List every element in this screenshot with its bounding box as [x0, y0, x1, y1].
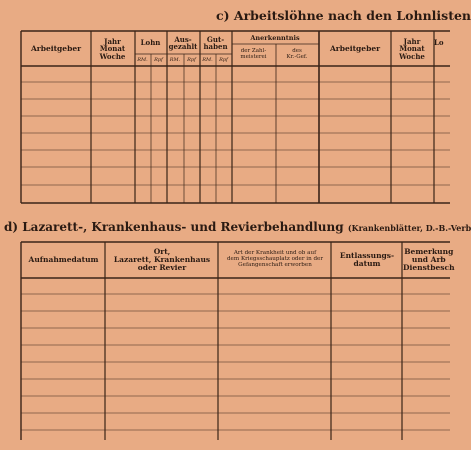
ausgezahlt-rm-label: RM.: [169, 57, 181, 63]
header-der-zahlmeisterei: der Zahl- meisterei: [240, 48, 267, 60]
header-lohn-2: Lo: [434, 38, 444, 48]
ausgezahlt-rpf-label: Rpf: [187, 57, 196, 63]
header-jahr-monat-woche-2: Jahr Monat Woche: [399, 36, 425, 61]
header-des-kr-gef: des Kr.-Gef.: [286, 48, 308, 60]
section-c-title: c) Arbeitslöhne nach den Lohnlisten: [216, 8, 471, 23]
guthaben-rpf-label: Rpf: [219, 57, 228, 63]
section-d-title-main: d) Lazarett-, Krankenhaus- und Revierbehandlung: [4, 220, 344, 234]
header-art-krankheit: Art der Krankheit und ob auf dem Kriegsschauplatz oder in der Gefangenschaft erworben: [226, 250, 324, 268]
header-anerkenntnis: Anerkenntnis: [250, 33, 300, 42]
lohn-rpf-label: Rpf: [154, 57, 163, 63]
header-lohn: Lohn: [140, 38, 161, 48]
guthaben-rm-label: RM.: [202, 57, 213, 63]
header-guthaben: Gut- haben: [203, 34, 228, 51]
header-bemerkungen: Bemerkung und Arb Dienstbesch: [403, 247, 455, 272]
header-aufnahmedatum: Aufnahmedatum: [28, 255, 99, 265]
header-ort: Ort, Lazarett, Krankenhaus oder Revier: [113, 247, 211, 272]
lohn-rm-label: RM.: [137, 57, 148, 63]
header-jahr-monat-woche: Jahr Monat Woche: [99, 36, 126, 61]
section-d-title-suffix: (Krankenblätter, D.-B.-Verb: [347, 223, 471, 233]
header-entlassungsdatum: Entlassungs- datum: [339, 251, 395, 268]
header-ausgezahlt: Aus- gezahlt: [168, 34, 198, 51]
header-arbeitgeber: Arbeitgeber: [30, 44, 82, 54]
header-arbeitgeber-2: Arbeitgeber: [329, 44, 381, 54]
